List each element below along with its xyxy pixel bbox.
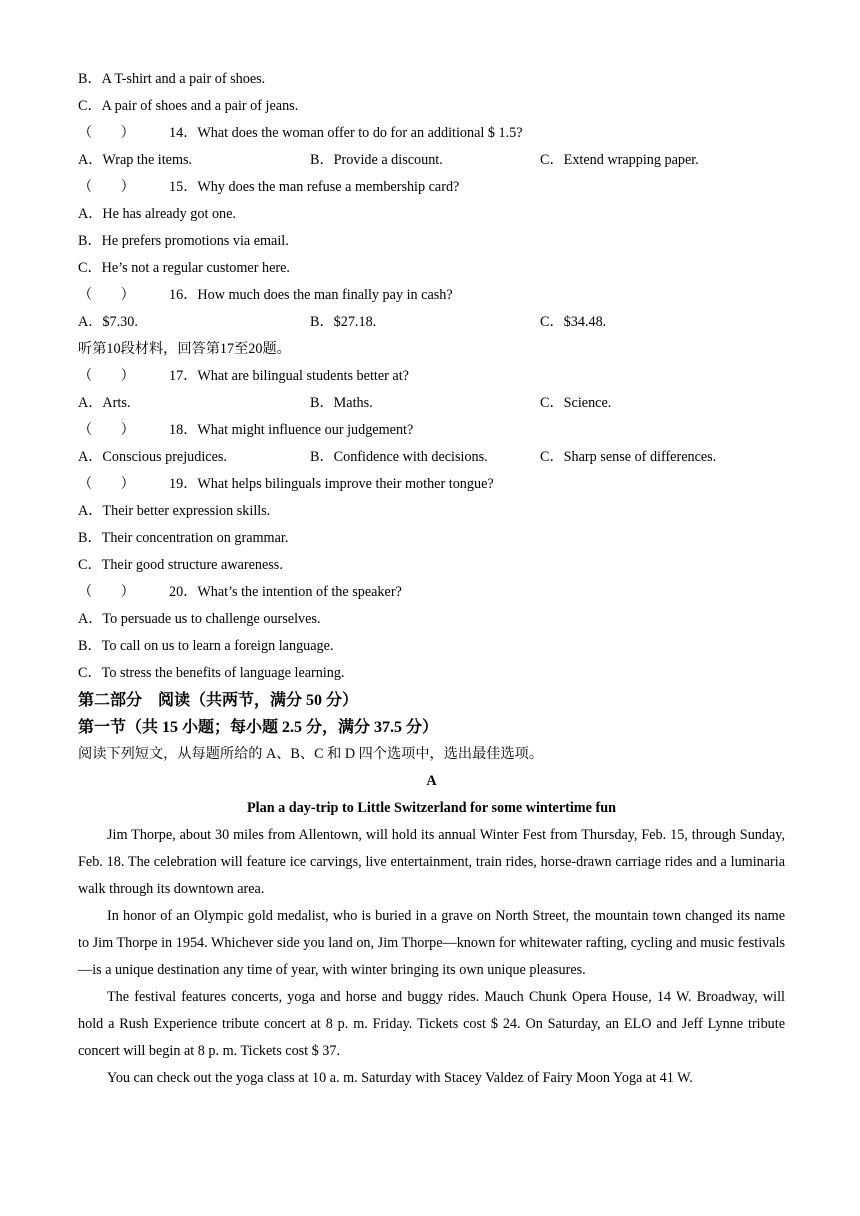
option-c: C．$34.48.: [540, 314, 607, 330]
option-a: A．To persuade us to challenge ourselves.: [78, 611, 321, 627]
option-b: B．Maths.: [310, 395, 373, 411]
question-19: [78, 471, 785, 498]
option-c: C．Sharp sense of differences.: [540, 449, 717, 465]
option-c: C．Science.: [540, 395, 612, 411]
option-b: B．Their concentration on grammar.: [78, 530, 289, 546]
question-text: 17．What are bilingual students better at?: [169, 368, 409, 384]
question-18: [78, 417, 785, 444]
option-b: B．He prefers promotions via email.: [78, 233, 289, 249]
exam-page: [78, 66, 785, 1092]
option-b-q13: B．A T-shirt and a pair of shoes.: [78, 71, 266, 87]
answer-blank: （ ）: [78, 287, 135, 303]
option-a: A．Arts.: [78, 395, 131, 411]
options-q17: [78, 390, 785, 417]
option-b: B．To call on us to learn a foreign language.: [78, 638, 334, 654]
question-15: [78, 174, 785, 201]
options-q16: [78, 309, 785, 336]
answer-blank: （ ）: [78, 422, 135, 438]
question-text: 16．How much does the man finally pay in cash?: [169, 287, 453, 303]
option-c: C．Extend wrapping paper.: [540, 152, 699, 168]
option-c: C．To stress the benefits of language learning.: [78, 665, 345, 681]
option-a: A．Their better expression skills.: [78, 503, 271, 519]
answer-blank: （ ）: [78, 476, 135, 492]
option-c-q13: C．A pair of shoes and a pair of jeans.: [78, 98, 299, 114]
question-text: 20．What’s the intention of the speaker?: [169, 584, 402, 600]
option-a: A．Wrap the items.: [78, 152, 193, 168]
question-text: 14．What does the woman offer to do for an additional $ 1.5?: [169, 125, 523, 141]
passage-paragraph: Jim Thorpe, about 30 miles from Allentown, will hold its annual Winter Fest from Thursday, Feb. 15, through Sunday, Feb. 18. The celebration will feature ice carvings, live entertainment, train rides, horse-drawn carriage rides and a luminaria walk through its downtown area.: [78, 827, 785, 897]
material-note: 听第10段材料，回答第17至20题。: [78, 341, 291, 357]
option-c: C．Their good structure awareness.: [78, 557, 283, 573]
question-text: 15．Why does the man refuse a membership card?: [169, 179, 460, 195]
question-14: [78, 120, 785, 147]
option-a: A．He has already got one.: [78, 206, 236, 222]
option-b: B．$27.18.: [310, 314, 377, 330]
passage-paragraph: The festival features concerts, yoga and horse and buggy rides. Mauch Chunk Opera House, 14 W. Broadway, will hold a Rush Experience tribute concert at 8 p. m. Friday. Tickets cost $ 24. On Saturday, an ELO and Jeff Lynne tribute concert will begin at 8 p. m. Tickets cost $ 37.: [78, 989, 785, 1059]
reading-instructions: 阅读下列短文，从每题所给的 A、B、C 和 D 四个选项中，选出最佳选项。: [78, 746, 544, 762]
question-text: 19．What helps bilinguals improve their mother tongue?: [169, 476, 494, 492]
answer-blank: （ ）: [78, 125, 135, 141]
option-a: A．$7.30.: [78, 314, 138, 330]
answer-blank: （ ）: [78, 584, 135, 600]
passage-label: A: [426, 773, 437, 789]
option-a: A．Conscious prejudices.: [78, 449, 227, 465]
option-b: B．Confidence with decisions.: [310, 449, 488, 465]
answer-blank: （ ）: [78, 368, 135, 384]
question-20: [78, 579, 785, 606]
passage-paragraph: In honor of an Olympic gold medalist, who is buried in a grave on North Street, the mountain town changed its name to Jim Thorpe in 1954. Whichever side you land on, Jim Thorpe—known for whitewater rafting, cycling and music festivals—is a unique destination any time of year, with winter bringing its own unique pleasures.: [78, 908, 785, 978]
question-17: [78, 363, 785, 390]
passage-paragraph: You can check out the yoga class at 10 a. m. Saturday with Stacey Valdez of Fairy Moon Yoga at 41 W.: [107, 1070, 693, 1086]
question-text: 18．What might influence our judgement?: [169, 422, 414, 438]
option-c: C．He’s not a regular customer here.: [78, 260, 290, 276]
passage-title: Plan a day-trip to Little Switzerland for some wintertime fun: [247, 800, 616, 816]
options-q18: [78, 444, 785, 471]
question-16: [78, 282, 785, 309]
options-q14: [78, 147, 785, 174]
option-b: B．Provide a discount.: [310, 152, 443, 168]
answer-blank: （ ）: [78, 179, 135, 195]
part2-heading: 第二部分 阅读（共两节，满分 50 分）: [78, 692, 359, 709]
section1-heading: 第一节（共 15 小题；每小题 2.5 分，满分 37.5 分）: [78, 719, 439, 736]
